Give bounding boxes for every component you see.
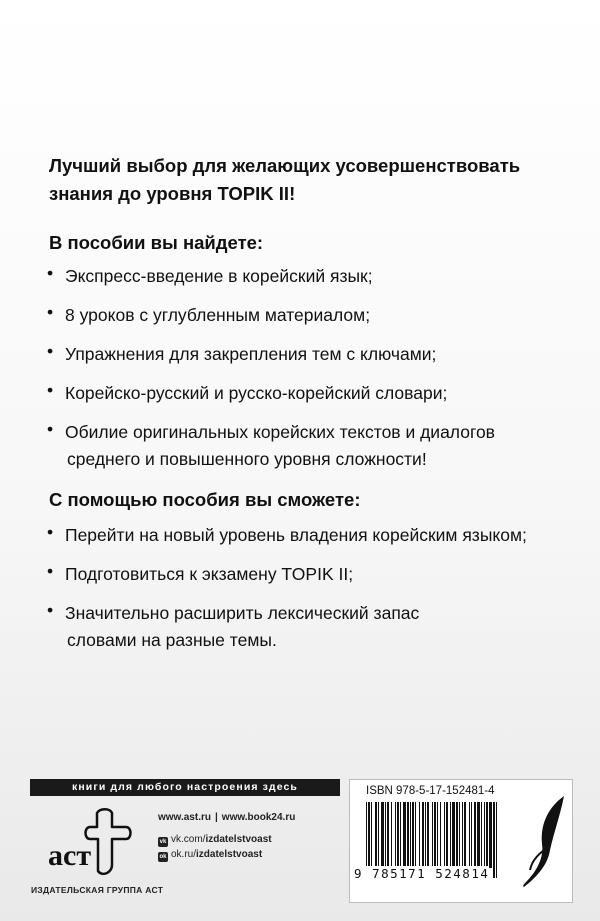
list-item-text: словами на разные темы. [67,630,277,650]
list-item-text: Корейско-русский и русско-корейский словари; [65,383,448,403]
barcode-bar [427,802,429,868]
ok-row[interactable] [158,849,262,862]
barcode-bar [412,802,414,868]
tagline-bar: книги для любого настроения здесь [30,779,340,796]
barcode-bar [464,802,466,868]
barcode-bar [378,802,379,868]
barcode-bar [474,802,476,868]
barcode-bar [437,802,438,868]
barcode-bar [410,802,411,868]
barcode-digits: 9 785171 524814 [354,866,490,881]
site-ast-link[interactable]: www.ast.ru [158,812,211,823]
barcode-bar [462,802,463,868]
ok-prefix: ok.ru/ [171,849,197,860]
barcode-bar [452,802,455,868]
barcode-bar [400,802,401,868]
section-2-list [47,522,527,666]
list-item-text: среднего и повышенного уровня сложности! [67,449,427,469]
isbn-text: ISBN 978-5-17-152481-4 [366,785,495,797]
barcode-bar [459,802,460,868]
barcode-bar [375,802,377,868]
list-item [47,263,495,290]
ast-logo-text: аст [48,839,92,872]
section-1-list [47,263,495,485]
list-item-text: Перейти на новый уровень владения корейским языком; [65,525,527,545]
barcode-bar [496,802,497,878]
barcode-bar [444,802,445,868]
headline-line-1: Лучший выбор для желающих усовершенствовать [49,155,521,176]
barcode-bar [450,802,451,868]
feather-icon [520,792,568,888]
list-item [47,302,495,329]
websites [158,812,295,823]
bullet-glyph: • [47,522,54,542]
list-item-text: Подготовиться к экзамену TOPIK II; [65,564,354,584]
list-item [47,600,527,654]
barcode-bar [493,802,495,878]
bullet-glyph: • [47,419,54,439]
site-book24-link[interactable]: www.book24.ru [221,812,296,823]
list-item-text: 8 уроков с углубленным материалом; [65,305,371,325]
list-item-text: Упражнения для закрепления тем с ключами; [65,344,437,364]
barcode-bar [381,802,384,868]
barcode-bar [415,802,416,868]
publisher-caption: ИЗДАТЕЛЬСКАЯ ГРУППА АСТ [31,885,164,895]
list-item-text: Значительно расширить лексический запас [65,603,420,623]
barcode-bar [387,802,389,868]
barcode-bar [407,802,409,868]
bullet-glyph: • [47,600,54,620]
barcode-bar [397,802,399,868]
list-item [47,522,527,549]
barcode-bar [440,802,441,868]
barcode-bar [395,802,396,868]
barcode-bar [425,802,426,868]
vk-row[interactable] [158,834,272,847]
bullet-glyph: • [47,561,54,581]
bullet-glyph: • [47,302,54,322]
barcode-bar [403,802,406,868]
list-item-text: Экспресс-введение в корейский язык; [65,266,373,286]
barcode-bar [484,802,485,868]
barcode-bar [471,802,472,868]
headline [49,152,569,208]
barcode-bar [385,802,386,868]
bullet-glyph: • [47,263,54,283]
barcode-bar [486,802,488,868]
headline-line-2: знания до уровня TOPIK II! [49,183,296,204]
list-item [47,341,495,368]
section-2-title: С помощью пособия вы сможете: [49,489,361,510]
barcode-bar [391,802,392,868]
ok-icon: ok [159,854,167,860]
bullet-glyph: • [47,341,54,361]
list-item [47,380,495,407]
barcode-bar [419,802,420,868]
barcode-bar [456,802,458,868]
list-item [47,561,527,588]
ok-handle: izdatelstvoast [196,849,263,860]
bullet-glyph: • [47,380,54,400]
vk-prefix: vk.com/ [171,834,206,845]
barcode-bar [422,802,424,868]
site-separator: | [214,812,218,823]
list-item-text: Обилие оригинальных корейских текстов и диалогов [65,422,495,442]
barcode-bar [489,802,492,868]
barcode-bar [477,802,480,868]
list-item [47,419,495,473]
ast-logo [42,805,142,880]
barcode-bar [481,802,482,868]
barcode-bar [446,802,448,868]
section-1-title: В пособии вы найдете: [49,232,264,253]
vk-handle: izdatelstvoast [205,834,272,845]
vk-icon: vk [159,839,167,845]
barcode-bar [371,802,372,868]
barcode-bar [469,802,470,868]
